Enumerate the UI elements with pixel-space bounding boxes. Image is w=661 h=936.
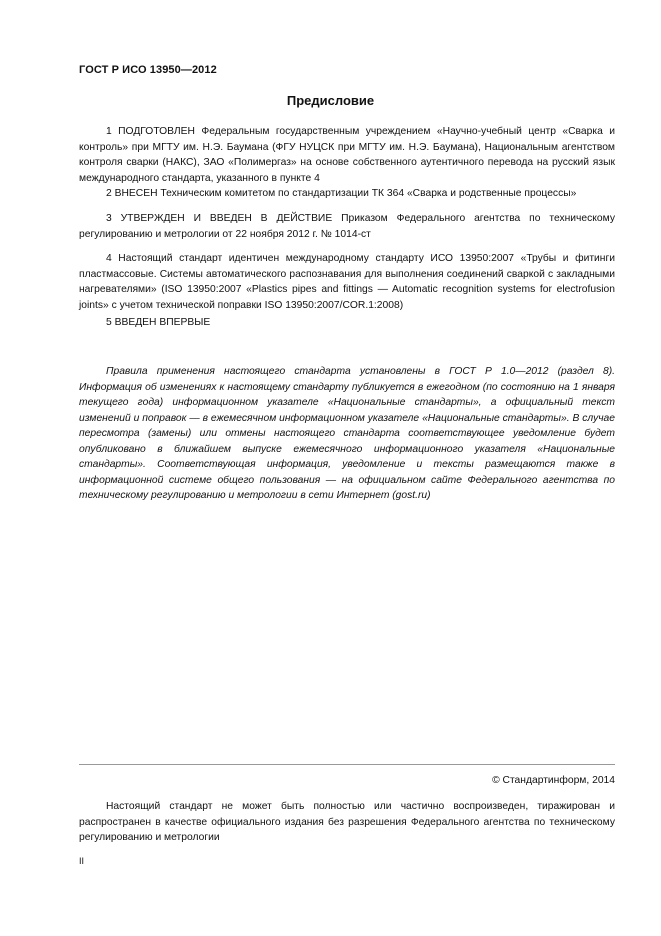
preface-item-2: 2 ВНЕСЕН Техническим комитетом по стандартизации ТК 364 «Сварка и родственные процессы» <box>106 188 577 199</box>
standard-header: ГОСТ Р ИСО 13950—2012 <box>79 64 217 76</box>
preface-item-3: 3 УТВЕРЖДЕН И ВВЕДЕН В ДЕЙСТВИЕ Приказом Федерального агентства по техническому регулированию и метрологии от 22 ноября 2012 г. № 1014-ст <box>79 213 615 240</box>
footer-divider <box>79 764 615 765</box>
preface-item-1: 1 ПОДГОТОВЛЕН Федеральным государственным учреждением «Научно-учебный центр «Сварка и контроль» при МГТУ им. Н.Э. Баумана (ФГУ НУЦСК при МГТУ им. Н.Э. Баумана), Национальным агентством контроля сварки (НАКС), ЗАО «Полимергаз» на основе собственного аутентичного перевода на русский язык международного стандарта, указанного в пункте 4 <box>79 126 615 184</box>
page-title: Предисловие <box>286 93 375 108</box>
copyright-line: © Стандартинформ, 2014 <box>492 775 615 786</box>
application-rules-notice: Правила применения настоящего стандарта установлены в ГОСТ Р 1.0—2012 (раздел 8). Информация об изменениях к настоящему стандарту публикуется в ежегодном (по состоянию на 1 января текущего года) информационном указателе «Национальные стандарты», а официальный текст изменений и поправок — в ежемесячном информационном указателе «Национальные стандарты». В случае пересмотра (замены) или отмены настоящего стандарта соответствующее уведомление будет опубликовано в ближайшем выпуске ежемесячного информационного указателя «Национальные стандарты». Соответствующая информация, уведомление и тексты размещаются также в информационной системе общего пользования — на официальном сайте Федерального агентства по техническому регулированию и метрологии в сети Интернет (gost.ru) <box>79 366 615 501</box>
preface-item-5: 5 ВВЕДЕН ВПЕРВЫЕ <box>106 317 211 328</box>
reproduction-notice: Настоящий стандарт не может быть полностью или частично воспроизведен, тиражирован и распространен в качестве официального издания без разрешения Федерального агентства по техническому регулированию и метрологии <box>79 801 615 843</box>
preface-item-4: 4 Настоящий стандарт идентичен международному стандарту ИСО 13950:2007 «Трубы и фитинги пластмассовые. Системы автоматического распознавания для выполнения соединений сваркой с закладными нагревателями» (ISO 13950:2007 «Plastics pipes and fittings — Automatic recognition systems for electrofusion joints» с учетом технической поправки ISO 13950:2007/COR.1:2008) <box>79 253 615 311</box>
page-number: II <box>79 856 85 866</box>
